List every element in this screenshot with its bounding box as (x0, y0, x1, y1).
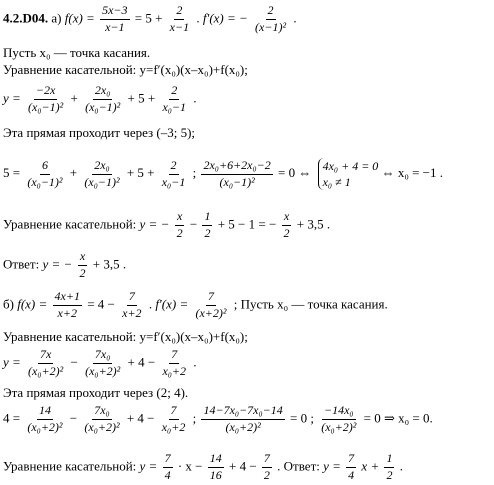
part-a-tangent-mid: + 5 − 1 = − (217, 216, 277, 232)
part-b-answer-lhs: y = (323, 458, 341, 474)
part-b-y-t3: $\frac{7}{\text{x₀+2}}$ (162, 347, 187, 378)
part-a-solve-result: ⇔ x₀ = −1 . (381, 165, 444, 181)
part-a-system-eq1: 4x₀ + 4 = 0 (322, 159, 379, 173)
part-b-solve-t2: $\frac{\text{7x₀}}{\text{(x₀+2)²}}$ (84, 403, 120, 434)
part-a-system-brace (318, 158, 379, 190)
part-a-sep: . (196, 10, 200, 26)
part-a-solve-plus2: + 5 + (126, 165, 155, 181)
problem-id: 4.2.D04. (3, 10, 49, 26)
part-a-f-lhs: f(x) = (64, 10, 95, 26)
part-b-tangent-t3: $\frac{7}{2}$ (263, 451, 270, 482)
part-a-tangent-t1: $\frac{x}{2}$ (176, 209, 183, 240)
part-a-answer-lhs: y = − (42, 256, 73, 272)
part-b-solve-lhs: 4 = (3, 410, 21, 426)
part-a-y-t3: $\frac{2}{\text{x₀−1}}$ (162, 83, 187, 114)
part-a-y-end: . (193, 90, 197, 106)
part-b-y-plus2: + 4 − (127, 354, 156, 370)
part-a-y-t1: $\frac{-2x}{\text{(x₀−1)²}}$ (28, 83, 64, 114)
part-a-function-line (3, 4, 297, 35)
part-a-eq-mid: = 5 + (134, 10, 163, 26)
part-b-solve-t1: $\frac{14}{\text{(x₀+2)²}}$ (27, 403, 63, 434)
part-a-passes-through: Эта прямая проходит через (–3; 5); (3, 125, 196, 140)
part-b-tangent-t1: $\frac{7}{4}$ (164, 451, 171, 482)
part-a-tangent-end: + 3,5 . (296, 216, 331, 232)
part-b-answer-mid: x + (361, 458, 380, 474)
part-a-solve-t4: $\frac{\text{2x₀+6+2x₀−2}}{\text{(x₀−1)²}}$ (203, 157, 271, 189)
part-b-f2-fraction: $\frac{7}{x+2}$ (122, 289, 142, 320)
part-b-solve-result: = 0 ⇒ x₀ = 0. (363, 410, 433, 426)
part-b-y-end: . (193, 354, 197, 370)
part-a-tangent-result-label: Уравнение касательной: (3, 216, 137, 232)
part-a-label: а) (51, 10, 62, 26)
part-b-answer-a2: $\frac{1}{2}$ (386, 451, 393, 482)
part-a-system-eq2: x₀ ≠ 1 (322, 175, 351, 190)
part-b-answer-a1: $\frac{7}{4}$ (348, 451, 355, 482)
part-b-solve-eq-zero: = 0 ; (290, 410, 314, 426)
part-a-answer-end: + 3,5 . (92, 256, 127, 272)
part-b-solve-t5: $\frac{\text{−14x₀}}{\text{(x₀+2)²}}$ (321, 403, 357, 434)
part-a-tangent-t2: $\frac{1}{2}$ (204, 209, 211, 240)
part-b-label: б) (3, 296, 14, 312)
part-b-tangent-mid2: + 4 − (229, 458, 257, 474)
part-b-answer-label: . Ответ: (277, 458, 320, 474)
part-a-y-line (3, 84, 197, 115)
part-a-solve-plus1: + (69, 165, 78, 181)
part-a-y-plus1: + (70, 90, 78, 106)
part-b-y-t1: $\frac{7x}{\text{(x₀+2)²}}$ (28, 347, 64, 378)
part-b-y-line (3, 348, 197, 379)
part-b-tangent-mid1: · x − (177, 458, 203, 474)
part-a-end: . (293, 10, 297, 26)
part-b-tangent-result-label: Уравнение касательной: (3, 458, 137, 474)
part-b-solve-t4: $\frac{\text{14−7x₀−7x₀−14}}{\text{(x₀+2)²}}$ (203, 403, 283, 434)
part-b-solve-t3: $\frac{7}{\text{x₀+2}}$ (161, 403, 186, 434)
part-a-y-t2: $\frac{\text{2x₀}}{\text{(x₀−1)²}}$ (85, 83, 121, 114)
part-b-y-t2: $\frac{\text{7x₀}}{\text{(x₀+2)²}}$ (85, 347, 121, 378)
part-b-tangent-result (3, 452, 403, 483)
part-a-solve-eq-zero: = 0 ⇔ (278, 165, 312, 181)
part-b-tangent-eq-label: Уравнение касательной: y=f′(x₀)(x–x₀)+f(x₀); (3, 329, 248, 344)
part-b-solve-plus2: + 4 − (126, 410, 155, 426)
part-a-solve-line (3, 158, 443, 190)
part-a-tangent-minus1: − (189, 216, 198, 232)
part-a-answer (3, 250, 126, 281)
part-a-f2-fraction: $\frac{2}{x-1}$ (169, 3, 190, 34)
part-a-tangent-lhs: y = − (139, 216, 170, 232)
part-a-deriv-lhs: f′(x) = − (202, 10, 248, 26)
part-b-deriv-lhs: f′(x) = (155, 296, 189, 312)
part-a-solve-lhs: 5 = (3, 165, 21, 181)
part-b-let-point: ; Пусть x₀ — точка касания. (233, 296, 388, 312)
part-a-solve-t1: $\frac{6}{\text{(x₀−1)²}}$ (27, 157, 63, 189)
part-b-sep: . (148, 296, 153, 312)
part-b-solve-line (3, 404, 433, 435)
part-b-answer-end: . (399, 458, 403, 474)
part-b-solve-minus1: − (69, 410, 78, 426)
part-a-solve-t3: $\frac{2}{\text{x₀−1}}$ (161, 157, 186, 189)
part-b-f-lhs: f(x) = (17, 296, 48, 312)
part-b-tangent-lhs: y = (139, 458, 158, 474)
part-a-tangent-eq-label: Уравнение касательной: y=f′(x₀)(x–x₀)+f(x₀); (3, 62, 248, 77)
part-b-f-fraction: $\frac{4x+1}{x+2}$ (54, 289, 80, 320)
part-b-tangent-t2: $\frac{14}{16}$ (209, 451, 222, 482)
part-a-answer-label: Ответ: (3, 256, 40, 272)
part-b-function-line (3, 290, 388, 321)
part-b-y-lhs: y = (3, 354, 21, 370)
part-b-deriv-fraction: $\frac{7}{\text{(x+2)²}}$ (195, 289, 227, 320)
part-b-passes-through: Эта прямая проходит через (2; 4). (3, 385, 189, 400)
part-a-let-point: Пусть x₀ — точка касания. (3, 45, 151, 60)
part-b-eq-mid: = 4 − (87, 296, 115, 312)
part-a-answer-fraction: $\frac{x}{2}$ (79, 249, 86, 280)
part-a-y-plus2: + 5 + (127, 90, 156, 106)
part-a-solve-t2: $\frac{\text{2x₀}}{\text{(x₀−1)²}}$ (84, 157, 120, 189)
part-a-solve-semi: ; (192, 165, 197, 181)
part-a-y-lhs: y = (3, 90, 21, 106)
part-a-tangent-result (3, 210, 330, 241)
part-a-f-fraction: $\frac{5x-3}{x-1}$ (102, 3, 128, 34)
part-a-deriv-fraction: $\frac{2}{\text{(x−1)²}}$ (255, 3, 287, 34)
part-b-solve-semi: ; (192, 410, 197, 426)
part-b-y-minus1: − (70, 354, 78, 370)
part-a-tangent-t3: $\frac{x}{2}$ (283, 209, 290, 240)
